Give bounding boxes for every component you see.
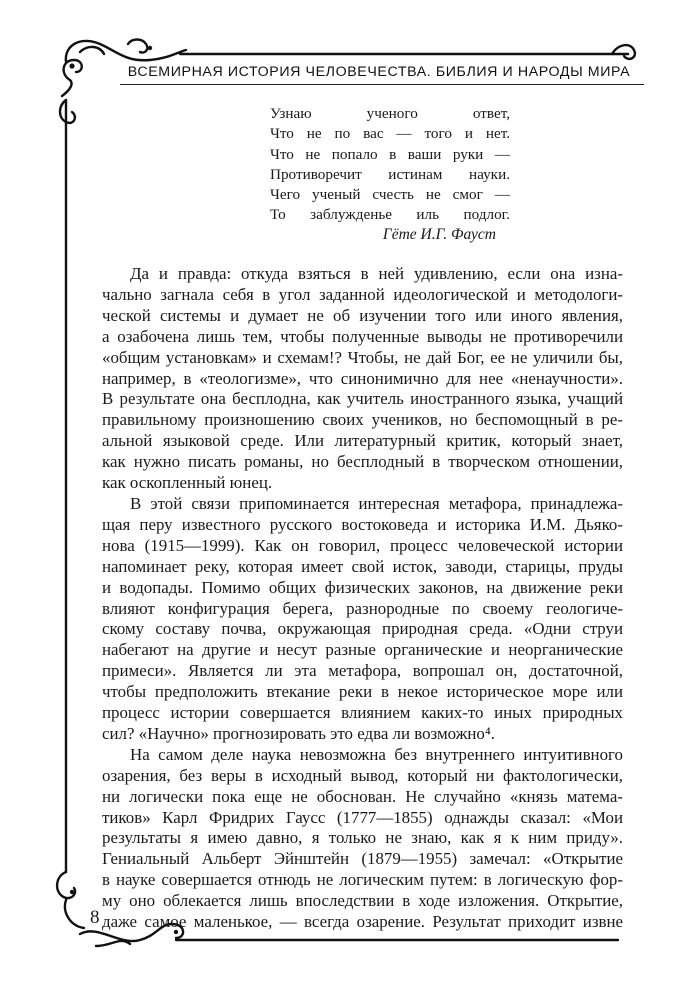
text-line: альной языковой среде. Или литературный критик, который знает, (102, 431, 623, 451)
text-line: правильному произношению своих учеников, но беспомощный в ре- (102, 410, 623, 430)
poem-line: То заблужденье иль подлог. (270, 206, 510, 224)
text-line: В результате она бесплодна, как учитель иностранного языка, учащий (102, 389, 623, 409)
epigraph-attribution: Гёте И.Г. Фауст (382, 226, 496, 243)
text-line: как нужно писать романы, но бесплодный в творческом отношении, (102, 452, 623, 472)
text-line: му оно облекается лишь впоследствии в ходе изложения. Открытие, (102, 891, 623, 911)
frame-dot (148, 46, 152, 50)
header-rule (120, 84, 644, 85)
text-line: На самом деле наука невозможна без внутреннего интуитивного (130, 744, 623, 764)
poem-line: Чего ученый счесть не смог — (270, 186, 510, 204)
text-line: напоминает реку, которая имеет свой исток, заводи, старицы, пруды (102, 556, 623, 576)
text-line: щая перу известного русского востоковеда и историка И.М. Дьяко- (102, 514, 623, 534)
text-line: например, в «теологизме», что синонимично для нее «ненаучности». (102, 368, 623, 388)
text-line: Да и правда: откуда взяться в ней удивлению, если она изна- (130, 264, 623, 283)
poem-line: Противоречит истинам науки. (270, 165, 510, 183)
frame-dot (69, 63, 74, 68)
top-left-flourish (66, 40, 186, 63)
text-line: ческой системы и думает не об изучении того или иного явления, (102, 305, 623, 325)
poem-line: Узнаю ученого ответ, (270, 105, 510, 122)
text-line: процесс истории совершается влиянием каких-то иных природных (102, 703, 623, 723)
text-line: скому составу почва, окружающая природная среда. «Одни струи (102, 619, 623, 639)
text-line: как оскопленный юнец. (102, 473, 273, 493)
text-line: в науке совершается отнюдь не логическим путем: в логическую фор- (102, 870, 623, 890)
frame-dot (70, 890, 74, 894)
left-curl-top (60, 100, 75, 123)
poem-line: Что не по вас — того и нет. (270, 125, 510, 143)
epigraph-poem (270, 104, 510, 226)
text-line: чтобы предположить втекание реки в некое историческое море или (102, 682, 623, 702)
text-line: и водопады. Помимо общих физических законов, на движение реки (102, 577, 623, 597)
text-line: результаты я имею давно, я только не знаю, как я к ним приду». (102, 828, 623, 848)
text-line: примеси». Является ли эта метафора, вопрошал он, достаточной, (102, 661, 623, 681)
text-line: а озабочена лишь тем, чтобы полученные выводы не противоречили (102, 326, 623, 346)
text-line: даже самое маленькое, — всегда озарение. Результат приходит извне (102, 912, 623, 932)
body-text (102, 264, 623, 933)
poem-line: Что не попало в ваши руки — (270, 145, 510, 163)
text-line: Гениальный Альберт Эйнштейн (1879—1955) замечал: «Открытие (102, 849, 623, 869)
text-line: В этой связи припоминается интересная метафора, принадлежа- (130, 493, 623, 513)
running-header: ВСЕМИРНАЯ ИСТОРИЯ ЧЕЛОВЕЧЕСТВА. БИБЛИЯ И НАРОДЫ МИРА (127, 64, 631, 80)
text-line: влияют конфигурация берега, разнородные по своему геологиче- (102, 598, 623, 618)
text-line: набегают на другие и несут разные органические и неорганические (102, 640, 623, 660)
text-line: «общим установкам» и схемам!? Чтобы, не дай Бог, ее не уличили бы, (102, 347, 623, 367)
text-line: сил? «Научно» прогнозировать это едва ли возможно⁴. (102, 723, 495, 743)
page-number: 8 (90, 907, 100, 928)
text-line: нова (1915—1999). Как он говорил, процесс человеческой истории (102, 535, 623, 555)
text-line: чально загнала себя в угол заданной идеологической и методологи- (102, 284, 623, 304)
top-right-curl (612, 45, 635, 59)
text-line: озарения, без веры в исходный вывод, который ни фактологически, (102, 765, 623, 785)
text-line: ни логически пока еще не обоснован. Не случайно «князь матема- (102, 786, 623, 806)
bottom-left-curl (57, 872, 84, 928)
text-line: тиков» Карл Фридрих Гаусс (1777—1855) однажды сказал: «Мои (102, 807, 623, 827)
